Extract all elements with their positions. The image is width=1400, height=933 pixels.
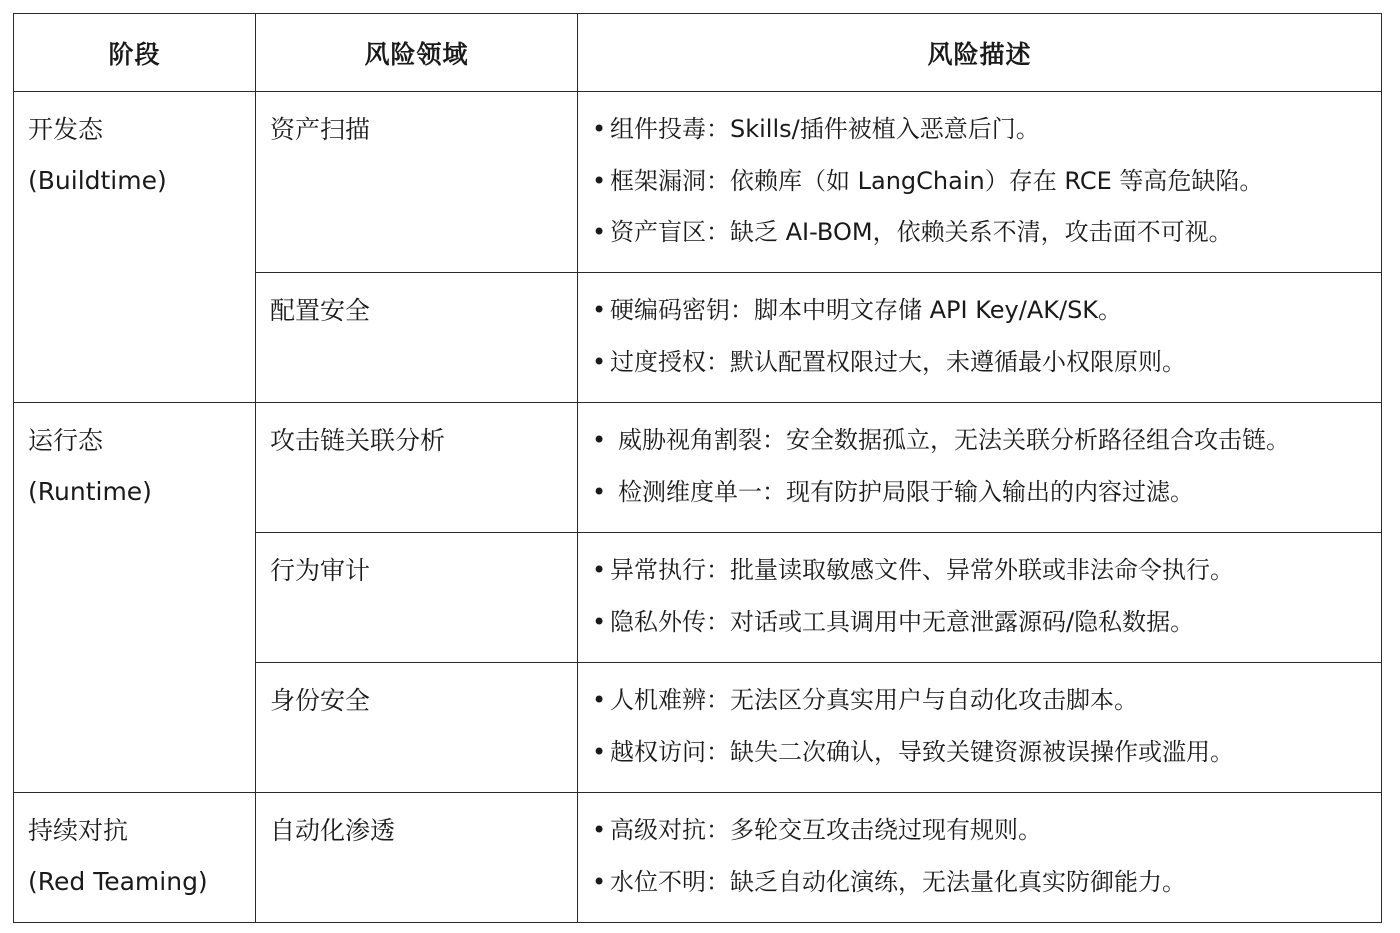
domain-name: 自动化渗透 xyxy=(270,816,396,845)
list-item xyxy=(592,597,1381,649)
list-item xyxy=(592,857,1381,909)
bullet-icon: • xyxy=(592,426,607,454)
stage-name: 开发态 xyxy=(28,115,104,144)
list-item xyxy=(592,415,1381,467)
description-list xyxy=(592,545,1381,648)
bullet-icon: • xyxy=(592,115,607,143)
description-cell xyxy=(578,663,1382,793)
risk-description: 组件投毒：Skills/插件被植入恶意后门。 xyxy=(610,115,1040,143)
table-row xyxy=(14,92,1382,273)
description-cell xyxy=(578,793,1382,923)
risk-description: 人机难辨：无法区分真实用户与自动化攻击脚本。 xyxy=(610,686,1138,714)
domain-cell xyxy=(256,92,578,273)
risk-description: 隐私外传：对话或工具调用中无意泄露源码/隐私数据。 xyxy=(610,607,1195,636)
header-domain: 风险领域 xyxy=(256,14,578,92)
risk-description: 硬编码密钥：脚本中明文存储 API Key/AK/SK。 xyxy=(610,296,1123,324)
header-row xyxy=(14,14,1382,92)
description-list xyxy=(592,104,1381,259)
domain-name: 身份安全 xyxy=(270,686,371,715)
risk-description: 资产盲区：缺乏 AI-BOM，依赖关系不清，攻击面不可视。 xyxy=(610,218,1233,246)
domain-name: 行为审计 xyxy=(270,556,371,585)
list-item xyxy=(592,467,1381,519)
description-list xyxy=(592,675,1381,778)
risk-description: 过度授权：默认配置权限过大，未遵循最小权限原则。 xyxy=(610,347,1186,376)
description-cell xyxy=(578,403,1382,533)
bullet-icon: • xyxy=(592,556,607,584)
domain-cell xyxy=(256,273,578,403)
risk-description: 异常执行：批量读取敏感文件、异常外联或非法命令执行。 xyxy=(610,556,1234,584)
risk-description: 越权访问：缺失二次确认，导致关键资源被误操作或滥用。 xyxy=(610,737,1234,766)
stage-cell-buildtime xyxy=(14,92,256,403)
description-list xyxy=(592,415,1381,518)
risk-description: 检测维度单一：现有防护局限于输入输出的内容过滤。 xyxy=(618,477,1194,506)
description-list xyxy=(592,285,1381,388)
domain-name: 攻击链关联分析 xyxy=(270,426,446,455)
list-item xyxy=(592,545,1381,597)
stage-name: 持续对抗 xyxy=(28,816,129,845)
domain-cell xyxy=(256,663,578,793)
risk-description: 威胁视角割裂：安全数据孤立，无法关联分析路径组合攻击链。 xyxy=(618,426,1290,454)
list-item xyxy=(592,285,1381,337)
risk-description: 水位不明：缺乏自动化演练，无法量化真实防御能力。 xyxy=(610,867,1186,896)
risk-description: 框架漏洞：依赖库（如 LangChain）存在 RCE 等高危缺陷。 xyxy=(610,166,1264,195)
domain-name: 配置安全 xyxy=(270,296,371,325)
table-row xyxy=(14,793,1382,923)
list-item xyxy=(592,337,1381,389)
bullet-icon: • xyxy=(592,816,607,844)
description-list xyxy=(592,805,1381,908)
description-cell xyxy=(578,273,1382,403)
description-cell xyxy=(578,92,1382,273)
list-item xyxy=(592,104,1381,156)
stage-english: (Red Teaming) xyxy=(28,867,208,896)
domain-cell xyxy=(256,793,578,923)
bullet-icon: • xyxy=(592,166,607,195)
bullet-icon: • xyxy=(592,477,607,506)
bullet-icon: • xyxy=(592,218,607,246)
table-row xyxy=(14,403,1382,533)
description-cell xyxy=(578,533,1382,663)
stage-name: 运行态 xyxy=(28,426,104,455)
list-item xyxy=(592,727,1381,779)
header-description: 风险描述 xyxy=(578,14,1382,92)
stage-cell-red-teaming xyxy=(14,793,256,923)
domain-cell xyxy=(256,403,578,533)
domain-name: 资产扫描 xyxy=(270,115,371,144)
bullet-icon: • xyxy=(592,607,607,636)
stage-english: (Buildtime) xyxy=(28,166,167,195)
stage-cell-runtime xyxy=(14,403,256,793)
risk-description: 高级对抗：多轮交互攻击绕过现有规则。 xyxy=(610,816,1042,844)
list-item xyxy=(592,156,1381,208)
bullet-icon: • xyxy=(592,867,607,896)
list-item xyxy=(592,805,1381,857)
bullet-icon: • xyxy=(592,296,607,324)
bullet-icon: • xyxy=(592,737,607,766)
header-stage: 阶段 xyxy=(14,14,256,92)
bullet-icon: • xyxy=(592,347,607,376)
risk-table xyxy=(13,13,1382,923)
bullet-icon: • xyxy=(592,686,607,714)
list-item xyxy=(592,207,1381,259)
list-item xyxy=(592,675,1381,727)
domain-cell xyxy=(256,533,578,663)
stage-english: (Runtime) xyxy=(28,477,152,506)
